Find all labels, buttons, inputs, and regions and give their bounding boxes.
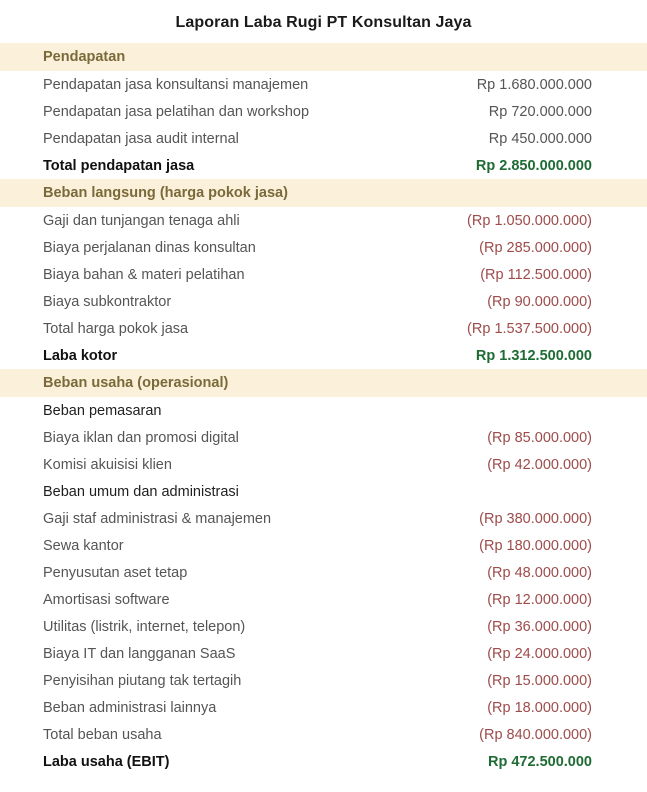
row-value: (Rp 285.000.000) (479, 239, 592, 256)
row-label: Beban usaha (operasional) (43, 375, 229, 391)
row-value: (Rp 48.000.000) (487, 564, 592, 581)
row-value: (Rp 12.000.000) (487, 591, 592, 608)
row-label: Total pendapatan jasa (43, 157, 195, 174)
subgroup-header-row (0, 397, 647, 424)
row-label: Beban umum dan administrasi (43, 483, 239, 500)
row-value: (Rp 42.000.000) (487, 456, 592, 473)
row-label: Biaya perjalanan dinas konsultan (43, 239, 256, 256)
total-row (0, 152, 647, 179)
row-label: Pendapatan jasa konsultansi manajemen (43, 76, 309, 93)
total-row (0, 342, 647, 369)
row-label: Penyusutan aset tetap (43, 564, 188, 581)
line-item-row (0, 424, 647, 451)
line-item-row (0, 234, 647, 261)
row-label: Biaya iklan dan promosi digital (43, 429, 239, 446)
section-header-row (0, 179, 647, 207)
line-item-row (0, 451, 647, 478)
subtotal-row (0, 721, 647, 748)
line-item-row (0, 640, 647, 667)
row-label: Beban administrasi lainnya (43, 699, 217, 716)
line-item-row (0, 505, 647, 532)
line-item-row (0, 125, 647, 152)
row-label: Utilitas (listrik, internet, telepon) (43, 618, 246, 635)
row-value: Rp 450.000.000 (488, 130, 592, 147)
row-label: Amortisasi software (43, 591, 170, 608)
row-value: (Rp 15.000.000) (487, 672, 592, 689)
section-header-row (0, 369, 647, 397)
row-label: Biaya IT dan langganan SaaS (43, 645, 236, 662)
row-value: Rp 472.500.000 (488, 753, 592, 770)
row-value: Rp 1.680.000.000 (476, 76, 592, 93)
row-label: Gaji staf administrasi & manajemen (43, 510, 272, 527)
line-item-row (0, 532, 647, 559)
row-value: (Rp 180.000.000) (479, 537, 592, 554)
line-item-row (0, 559, 647, 586)
line-item-row (0, 261, 647, 288)
row-value: Rp 720.000.000 (488, 103, 592, 120)
line-item-row (0, 613, 647, 640)
row-label: Beban langsung (harga pokok jasa) (43, 185, 288, 201)
line-item-row (0, 586, 647, 613)
line-item-row (0, 71, 647, 98)
row-value: (Rp 90.000.000) (487, 293, 592, 310)
row-value: (Rp 380.000.000) (479, 510, 592, 527)
total-row (0, 748, 647, 775)
row-value: Rp 2.850.000.000 (475, 157, 592, 174)
row-value: (Rp 1.537.500.000) (467, 320, 592, 337)
subtotal-row (0, 315, 647, 342)
line-item-row (0, 288, 647, 315)
row-value: (Rp 85.000.000) (487, 429, 592, 446)
row-value: (Rp 18.000.000) (487, 699, 592, 716)
row-value: (Rp 1.050.000.000) (467, 212, 592, 229)
row-label: Pendapatan jasa pelatihan dan workshop (43, 103, 310, 120)
row-label: Total harga pokok jasa (43, 320, 189, 337)
row-label: Penyisihan piutang tak tertagih (43, 672, 242, 689)
line-item-row (0, 667, 647, 694)
row-label: Laba usaha (EBIT) (43, 753, 170, 770)
row-value: (Rp 24.000.000) (487, 645, 592, 662)
row-label: Biaya subkontraktor (43, 293, 172, 310)
row-label: Pendapatan (43, 49, 126, 65)
row-value: (Rp 840.000.000) (479, 726, 592, 743)
row-label: Laba kotor (43, 347, 118, 364)
row-label: Total beban usaha (43, 726, 162, 743)
line-item-row (0, 207, 647, 234)
line-item-row (0, 694, 647, 721)
row-label: Gaji dan tunjangan tenaga ahli (43, 212, 240, 229)
statement-rows (0, 43, 647, 775)
row-value: Rp 1.312.500.000 (475, 347, 592, 364)
row-label: Beban pemasaran (43, 402, 162, 419)
line-item-row (0, 98, 647, 125)
row-value: (Rp 112.500.000) (480, 266, 592, 283)
section-header-row (0, 43, 647, 71)
row-label: Komisi akuisisi klien (43, 456, 172, 473)
page-title: Laporan Laba Rugi PT Konsultan Jaya (175, 14, 472, 31)
row-value: (Rp 36.000.000) (487, 618, 592, 635)
subgroup-header-row (0, 478, 647, 505)
row-label: Biaya bahan & materi pelatihan (43, 266, 245, 283)
row-label: Pendapatan jasa audit internal (43, 130, 239, 147)
row-label: Sewa kantor (43, 537, 124, 554)
